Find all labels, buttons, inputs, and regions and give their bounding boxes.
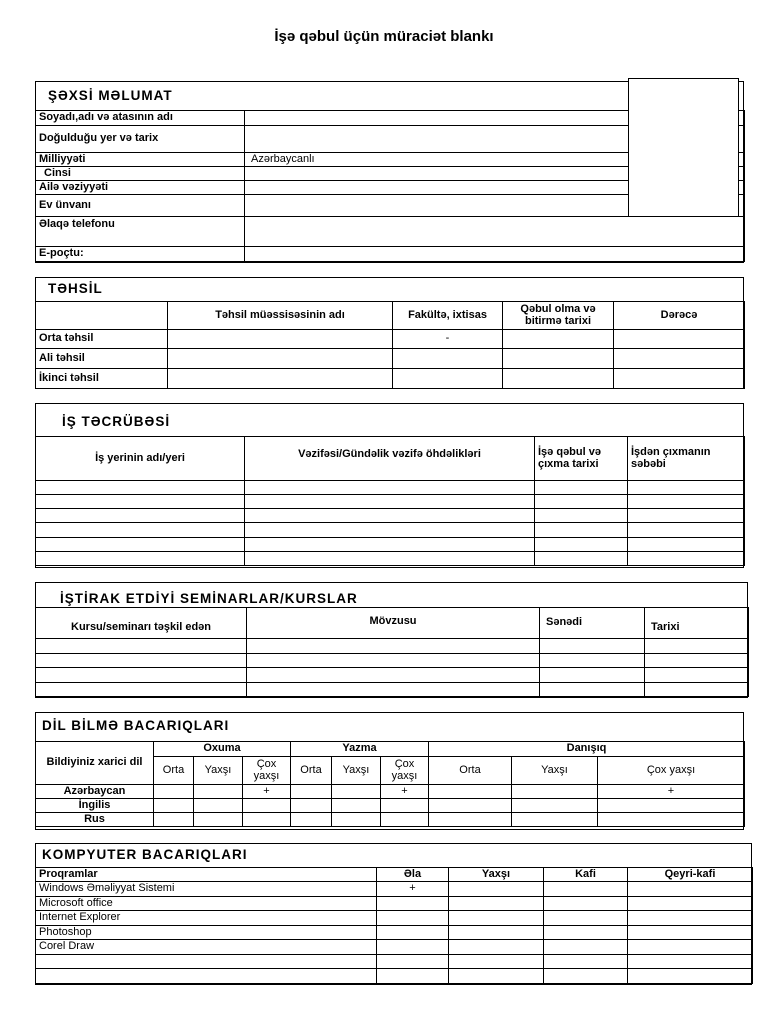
language-mark-cell[interactable] <box>291 785 332 799</box>
language-mark-cell[interactable] <box>598 799 745 813</box>
table-row <box>36 538 745 552</box>
work-cell[interactable] <box>245 552 535 566</box>
work-header-cell: Vəzifəsi/Gündəlik vəzifə öhdəlikləri <box>245 437 535 481</box>
skill-mark-cell[interactable] <box>377 969 449 984</box>
work-cell[interactable] <box>36 552 245 566</box>
work-cell[interactable] <box>628 552 745 566</box>
language-mark-cell[interactable] <box>194 785 243 799</box>
languages-level-label: Çox yaxşı <box>243 757 291 785</box>
seminar-cell[interactable] <box>540 639 645 654</box>
seminar-cell[interactable] <box>247 639 540 654</box>
seminars-header-cell: Tarixi <box>645 608 749 639</box>
table-row <box>36 654 749 668</box>
education-table <box>35 301 745 389</box>
table-row <box>36 639 749 654</box>
seminar-cell[interactable] <box>540 654 645 668</box>
table-row <box>36 882 753 897</box>
program-name[interactable] <box>36 955 377 969</box>
skill-mark-cell[interactable] <box>449 911 544 926</box>
skill-mark-cell[interactable] <box>544 926 628 940</box>
table-row <box>36 523 745 538</box>
skill-mark-cell[interactable] <box>449 969 544 984</box>
form-title: İşə qəbul üçün müraciət blankı <box>274 28 494 45</box>
personal-label: Əlaqə telefonu <box>36 217 245 247</box>
language-name: Rus <box>36 813 154 827</box>
seminar-cell[interactable] <box>540 668 645 683</box>
computer-header-cell: Əla <box>377 868 449 882</box>
personal-label: Ev ünvanı <box>36 195 245 217</box>
language-mark-cell[interactable] <box>332 799 381 813</box>
personal-value-field[interactable] <box>245 217 745 247</box>
languages-level-label: Yaxşı <box>332 757 381 785</box>
language-mark-cell[interactable]: + <box>243 785 291 799</box>
work-cell[interactable] <box>628 509 745 523</box>
table-row <box>36 509 745 523</box>
work-heading: İŞ TƏCRÜBƏSİ <box>62 414 171 429</box>
skill-mark-cell[interactable] <box>628 969 753 984</box>
work-cell[interactable] <box>535 552 628 566</box>
seminars-heading: İŞTİRAK ETDİYİ SEMİNARLAR/KURSLAR <box>60 591 358 606</box>
skill-mark-cell[interactable] <box>544 969 628 984</box>
education-header-cell: Təhsil müəssisəsinin adı <box>168 302 393 330</box>
work-cell[interactable] <box>245 538 535 552</box>
language-mark-cell[interactable]: + <box>598 785 745 799</box>
work-cell[interactable] <box>628 495 745 509</box>
table-row <box>36 911 753 926</box>
languages-level-label: Orta <box>291 757 332 785</box>
skill-mark-cell[interactable] <box>628 882 753 897</box>
education-cell[interactable] <box>503 349 614 369</box>
skill-mark-cell[interactable] <box>628 926 753 940</box>
skill-mark-cell[interactable]: + <box>377 882 449 897</box>
education-level-label: İkinci təhsil <box>36 369 168 389</box>
work-cell[interactable] <box>245 523 535 538</box>
personal-label: Doğulduğu yer və tarix <box>36 126 245 153</box>
table-row <box>36 955 753 969</box>
seminars-header-cell: Kursu/seminarı təşkil edən <box>36 608 247 639</box>
languages-known-label: Bildiyiniz xarici dil <box>36 742 154 785</box>
program-name: Photoshop <box>36 926 377 940</box>
work-cell[interactable] <box>535 481 628 495</box>
program-name: Internet Explorer <box>36 911 377 926</box>
seminar-cell[interactable] <box>247 668 540 683</box>
languages-level-label: Orta <box>429 757 512 785</box>
language-mark-cell[interactable]: + <box>381 785 429 799</box>
education-cell[interactable]: - <box>393 330 503 349</box>
skill-mark-cell[interactable] <box>377 926 449 940</box>
language-mark-cell[interactable] <box>598 813 745 827</box>
table-row <box>36 481 745 495</box>
skill-mark-cell[interactable] <box>449 926 544 940</box>
languages-group-reading: Oxuma <box>154 742 291 757</box>
work-cell[interactable] <box>245 495 535 509</box>
languages-group-writing: Yazma <box>291 742 429 757</box>
language-name: İngilis <box>36 799 154 813</box>
skill-mark-cell[interactable] <box>544 882 628 897</box>
skill-mark-cell[interactable] <box>544 940 628 955</box>
computer-heading: KOMPYUTER BACARIQLARI <box>42 847 248 862</box>
computer-header-cell: Proqramlar <box>36 868 377 882</box>
work-table <box>35 436 745 566</box>
language-mark-cell[interactable] <box>243 799 291 813</box>
seminar-cell[interactable] <box>247 683 540 697</box>
education-cell[interactable] <box>503 369 614 389</box>
skill-mark-cell[interactable] <box>377 940 449 955</box>
work-cell[interactable] <box>36 509 245 523</box>
personal-heading: ŞƏXSİ MƏLUMAT <box>48 88 173 103</box>
seminar-cell[interactable] <box>645 654 749 668</box>
seminar-cell[interactable] <box>36 654 247 668</box>
personal-label: Ailə vəziyyəti <box>36 181 245 195</box>
language-mark-cell[interactable] <box>429 785 512 799</box>
work-header-cell: İşdən çıxmanın səbəbi <box>628 437 745 481</box>
personal-label: E-poçtu: <box>36 247 245 262</box>
language-mark-cell[interactable] <box>154 799 194 813</box>
language-mark-cell[interactable] <box>332 813 381 827</box>
work-cell[interactable] <box>245 481 535 495</box>
table-row <box>36 668 749 683</box>
seminar-cell[interactable] <box>540 683 645 697</box>
computer-header-cell: Kafi <box>544 868 628 882</box>
skill-mark-cell[interactable] <box>628 955 753 969</box>
skill-mark-cell[interactable] <box>449 955 544 969</box>
table-row <box>36 926 753 940</box>
table-row <box>36 969 753 984</box>
work-header-cell: İşə qəbul və çıxma tarixi <box>535 437 628 481</box>
language-mark-cell[interactable] <box>429 799 512 813</box>
education-header-cell: Dərəcə <box>614 302 745 330</box>
education-cell[interactable] <box>393 369 503 389</box>
skill-mark-cell[interactable] <box>449 897 544 911</box>
work-header-cell: İş yerinin adı/yeri <box>36 437 245 481</box>
education-cell[interactable] <box>503 330 614 349</box>
work-cell[interactable] <box>535 523 628 538</box>
skill-mark-cell[interactable] <box>544 911 628 926</box>
work-cell[interactable] <box>628 538 745 552</box>
personal-label: Soyadı,adı və atasının adı <box>36 111 245 126</box>
personal-value-field[interactable] <box>245 247 745 262</box>
seminar-cell[interactable] <box>645 668 749 683</box>
language-mark-cell[interactable] <box>291 799 332 813</box>
personal-value-field[interactable]: Azərbaycanlı <box>245 153 745 167</box>
skill-mark-cell[interactable] <box>449 940 544 955</box>
program-name[interactable] <box>36 969 377 984</box>
education-cell[interactable] <box>614 330 745 349</box>
languages-table <box>35 741 745 827</box>
languages-level-label: Yaxşı <box>194 757 243 785</box>
languages-heading: DİL BİLMƏ BACARIQLARI <box>42 718 230 733</box>
work-cell[interactable] <box>36 538 245 552</box>
table-row <box>36 897 753 911</box>
education-header-cell <box>36 302 168 330</box>
language-mark-cell[interactable] <box>154 785 194 799</box>
personal-label: Cinsi <box>36 167 245 181</box>
language-mark-cell[interactable] <box>512 799 598 813</box>
table-row <box>36 683 749 697</box>
education-cell[interactable] <box>168 330 393 349</box>
work-cell[interactable] <box>535 538 628 552</box>
skill-mark-cell[interactable] <box>377 955 449 969</box>
seminar-cell[interactable] <box>36 683 247 697</box>
education-cell[interactable] <box>168 349 393 369</box>
computer-header-cell: Qeyri-kafi <box>628 868 753 882</box>
work-cell[interactable] <box>36 481 245 495</box>
seminars-header-cell: Mövzusu <box>247 608 540 639</box>
skill-mark-cell[interactable] <box>544 897 628 911</box>
photo-box[interactable] <box>628 78 739 217</box>
language-mark-cell[interactable] <box>332 785 381 799</box>
languages-level-label: Çox yaxşı <box>381 757 429 785</box>
skill-mark-cell[interactable] <box>628 940 753 955</box>
table-row <box>36 495 745 509</box>
education-heading: TƏHSİL <box>48 281 103 296</box>
education-cell[interactable] <box>614 349 745 369</box>
education-level-label: Ali təhsil <box>36 349 168 369</box>
language-name: Azərbaycan <box>36 785 154 799</box>
skill-mark-cell[interactable] <box>377 911 449 926</box>
skill-mark-cell[interactable] <box>628 911 753 926</box>
languages-level-label: Yaxşı <box>512 757 598 785</box>
languages-level-label: Çox yaxşı <box>598 757 745 785</box>
languages-level-label: Orta <box>154 757 194 785</box>
personal-label: Milliyyəti <box>36 153 245 167</box>
skill-mark-cell[interactable] <box>377 897 449 911</box>
education-cell[interactable] <box>168 369 393 389</box>
computer-header-cell: Yaxşı <box>449 868 544 882</box>
program-name: Microsoft office <box>36 897 377 911</box>
education-level-label: Orta təhsil <box>36 330 168 349</box>
education-header-cell: Fakültə, ixtisas <box>393 302 503 330</box>
education-cell[interactable] <box>393 349 503 369</box>
computer-table <box>35 867 753 984</box>
language-mark-cell[interactable] <box>291 813 332 827</box>
work-cell[interactable] <box>535 495 628 509</box>
program-name: Corel Draw <box>36 940 377 955</box>
skill-mark-cell[interactable] <box>544 955 628 969</box>
seminar-cell[interactable] <box>645 683 749 697</box>
seminar-cell[interactable] <box>645 639 749 654</box>
language-mark-cell[interactable] <box>381 813 429 827</box>
program-name: Windows Əməliyyat Sistemi <box>36 882 377 897</box>
language-mark-cell[interactable] <box>429 813 512 827</box>
language-mark-cell[interactable] <box>243 813 291 827</box>
table-row <box>36 552 745 566</box>
language-mark-cell[interactable] <box>194 799 243 813</box>
skill-mark-cell[interactable] <box>449 882 544 897</box>
language-mark-cell[interactable] <box>512 785 598 799</box>
language-mark-cell[interactable] <box>194 813 243 827</box>
work-cell[interactable] <box>628 523 745 538</box>
seminar-cell[interactable] <box>36 639 247 654</box>
language-mark-cell[interactable] <box>512 813 598 827</box>
seminars-header-cell: Sənədi <box>540 608 645 639</box>
education-cell[interactable] <box>614 369 745 389</box>
table-row <box>36 940 753 955</box>
languages-group-speaking: Danışıq <box>429 742 745 757</box>
work-cell[interactable] <box>628 481 745 495</box>
work-cell[interactable] <box>36 523 245 538</box>
seminars-table <box>35 607 749 697</box>
language-mark-cell[interactable] <box>381 799 429 813</box>
skill-mark-cell[interactable] <box>628 897 753 911</box>
language-mark-cell[interactable] <box>154 813 194 827</box>
education-header-cell: Qəbul olma və bitirmə tarixi <box>503 302 614 330</box>
work-cell[interactable] <box>245 509 535 523</box>
work-cell[interactable] <box>535 509 628 523</box>
seminar-cell[interactable] <box>247 654 540 668</box>
work-cell[interactable] <box>36 495 245 509</box>
seminar-cell[interactable] <box>36 668 247 683</box>
